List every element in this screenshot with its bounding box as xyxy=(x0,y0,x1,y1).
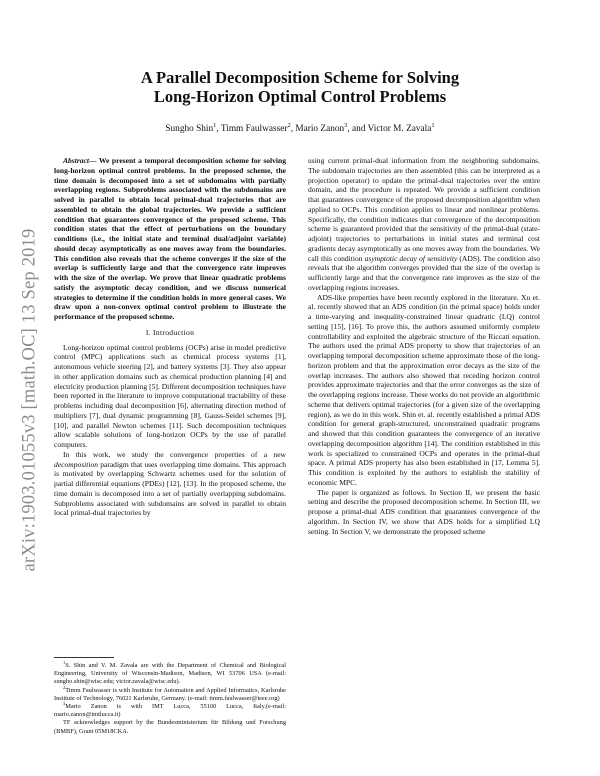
intro-paragraph-1: Long-horizon optimal control problems (OCPs) arise in model predictive control (MPC) applications such as chemical process systems [1], autonomous vehicle steering [2], and battery systems [3]. They also appear in other application domains such as chemical production planning [4] and electricity production planning [5]. Different decomposition techniques have been reported in the literature to improve computational tractability of these problems including dual decomposition [6], alternating direction method of multipliers [7], dual dynamic programming [8], Gauss-Seidel schemes [9], [10], and parallel Newton schemes [11]. Such decomposition techniques allow scalable solutions of long-horizon OCPs by the use of parallel computers. xyxy=(54,342,286,449)
author-separator: , xyxy=(216,124,221,134)
footnote-text: Mario Zanon is with IMT Lucca, 55100 Lucca, Italy.(e-mail: mario.zanon@imtlucca.it) xyxy=(54,703,286,719)
author-affiliation-mark: 1 xyxy=(431,121,435,129)
right-paragraph-1-emphasis: asymptotic decay of sensitivity xyxy=(364,253,458,263)
intro-paragraph-2-part-a: In this work, we study the convergence properties of a new xyxy=(63,449,286,459)
footnote-rule xyxy=(54,657,114,658)
right-column xyxy=(308,156,540,536)
intro-paragraph-2 xyxy=(54,450,286,518)
title-line-1: A Parallel Decomposition Scheme for Solving xyxy=(140,68,460,87)
author-name: Sungho Shin xyxy=(165,124,214,134)
section-heading-introduction: I. Introduction xyxy=(145,327,195,337)
right-paragraph-2: ADS-like properties have been recently explored in the literature. Xu et. al. recently showed that an ADS condition (in the primal space) holds under a time-varying and inequality-constrained linear quadratic (LQ) control setting [15], [16]. To prove this, the authors assumed uniformly complete controllability and exploited the algebraic structure of the Riccati equation. The authors used the primal ADS property to show that trajectories of an overlapping temporal decomposition scheme approximate those of the long-horizon problem and that the approximation error decays as the size of the overlap increases. The authors also showed that receding horizon control provides approximate trajectories and that the error converges as the size of the overlapping regions increase. These works do not provide an algorithmic scheme that delivers optimal trajectories (for a given size of the overlapping region), as we do in this work. Shin et. al. recently established a primal ADS condition for general graph-structured, unconstrained quadratic programs and showed that this condition guarantees the convergence of an iterative overlapping decomposition algorithm [14]. The condition established in this work is specialized to constrained OCPs and operates in the primal-dual space. A primal ADS property has also been established in [17, Lemma 5]. This condition is exploited by the authors to establish the stability of economic MPC. xyxy=(308,292,540,487)
author-separator: , and xyxy=(347,124,368,134)
abstract-dash: — xyxy=(89,156,99,165)
right-paragraph-1-part-b: (ADS). The condition also reveals that the algorithm converges provided that the size of the overlap is sufficiently large and that the convergence rate improves as the size of the overlapping regions increases. xyxy=(308,253,540,292)
arxiv-identifier-stamp: arXiv:1903.01055v3 [math.OC] 13 Sep 2019 xyxy=(19,228,40,572)
right-paragraph-1 xyxy=(308,156,540,293)
footnote-mark: 1 xyxy=(63,659,66,665)
author-affiliation-mark: 2 xyxy=(287,121,291,129)
footnote-text: S. Shin and V. M. Zavala are with the Department of Chemical and Biological Engineering, University of Wisconsin-Madison, Madison, WI 53706 USA (e-mail: sungho.shin@wisc.edu; victor.zavala@wisc.edu). xyxy=(54,662,286,686)
footnote-mark: 2 xyxy=(63,684,66,690)
footnote xyxy=(54,700,286,719)
footnote xyxy=(54,659,286,687)
author-affiliation-mark: 3 xyxy=(344,121,348,129)
footnote-mark: 3 xyxy=(63,700,66,706)
intro-paragraph-2-emphasis: decomposition xyxy=(54,459,99,469)
footnote xyxy=(54,684,286,703)
author-list xyxy=(60,121,540,134)
footnote-text: Timm Faulwasser is with Institute for Automation and Applied Informatics, Karlsruhe Institute of Technology, 76021 Karlsruhe, Germany. (e-mail: timm.faulwasser@ieee.org) xyxy=(54,686,286,702)
abstract xyxy=(54,156,286,322)
author-name: Timm Faulwasser xyxy=(220,124,288,134)
right-paragraph-3: The paper is organized as follows. In Section II, we present the basic setting and describe the proposed decomposition scheme. In Section III, we propose a primal-dual ADS condition that guarantees convergence of the algorithm. In Section IV, we show that ADS holds for a simplified LQ setting. In Section V, we demonstrate the proposed scheme xyxy=(308,487,540,536)
abstract-text: We present a temporal decomposition scheme for solving long-horizon optimal control problems. In the proposed scheme, the time domain is decomposed into a set of subdomains with partially overlapping regions. Subproblems associated with the subdomains are solved in parallel to obtain local primal-dual trajectories that are assembled to obtain the global trajectories. We provide a sufficient condition that guarantees convergence of the proposed scheme. This condition states that the effect of perturbations on the boundary conditions (i.e., the initial state and terminal dual/adjoint variable) should decay asymptotically as one moves away from the boundaries. This condition also reveals that the scheme converges if the size of the overlap is sufficiently large and that the convergence rate improves with the size of the overlap. We prove that linear quadratic problems satisfy the asymptotic decay condition, and we discuss numerical strategies to determine if the condition holds in more general cases. We draw upon a non-convex optimal control problem to illustrate the performance of the proposed scheme. xyxy=(54,156,286,321)
author-affiliation-mark: 1 xyxy=(213,121,217,129)
abstract-label: Abstract xyxy=(63,156,89,165)
author-name: Mario Zanon xyxy=(295,124,345,134)
right-paragraph-1-part-a: using current primal-dual information from the neighboring subdomains. The subdomain trajectories are then assembled (this can be interpreted as a projection operator) to update the primal-dual trajectories over the entire domain, and the procedure is repeated. We provide a sufficient condition that guarantees convergence of the proposed decomposition algorithm when applied to OCPs. This condition applies to linear and nonlinear problems. Specifically, the condition indicates that convergence of the decomposition scheme is guaranteed provided that the sensitivity of the primal-dual (state-adjoint) trajectories to perturbations in initial states and terminal cost gradients decay asymptotically as one moves away from the boundaries. We call this condition xyxy=(308,156,540,263)
paper-title xyxy=(60,68,540,106)
author-separator: , xyxy=(290,124,296,134)
intro-paragraph-2-part-b: paradigm that uses overlapping time domains. This approach is motivated by overlapping Schwartz schemes used for the solution of partial differential equations (PDEs) [12], [13]. In the proposed scheme, the time domain is decomposed into a set of partially overlapping subdomains. Subproblems associated with subdomains are solved in parallel to obtain local primal-dual trajectories by xyxy=(54,459,286,518)
author-name: Victor M. Zavala xyxy=(367,124,432,134)
footnote-acknowledgement: TF acknowledges support by the Bundesministerium für Bildung und Forschung (BMBF), Grant 05M18CKA. xyxy=(54,719,286,735)
footnotes xyxy=(54,657,286,736)
left-column xyxy=(54,156,286,518)
title-line-2: Long-Horizon Optimal Control Problems xyxy=(153,87,447,106)
